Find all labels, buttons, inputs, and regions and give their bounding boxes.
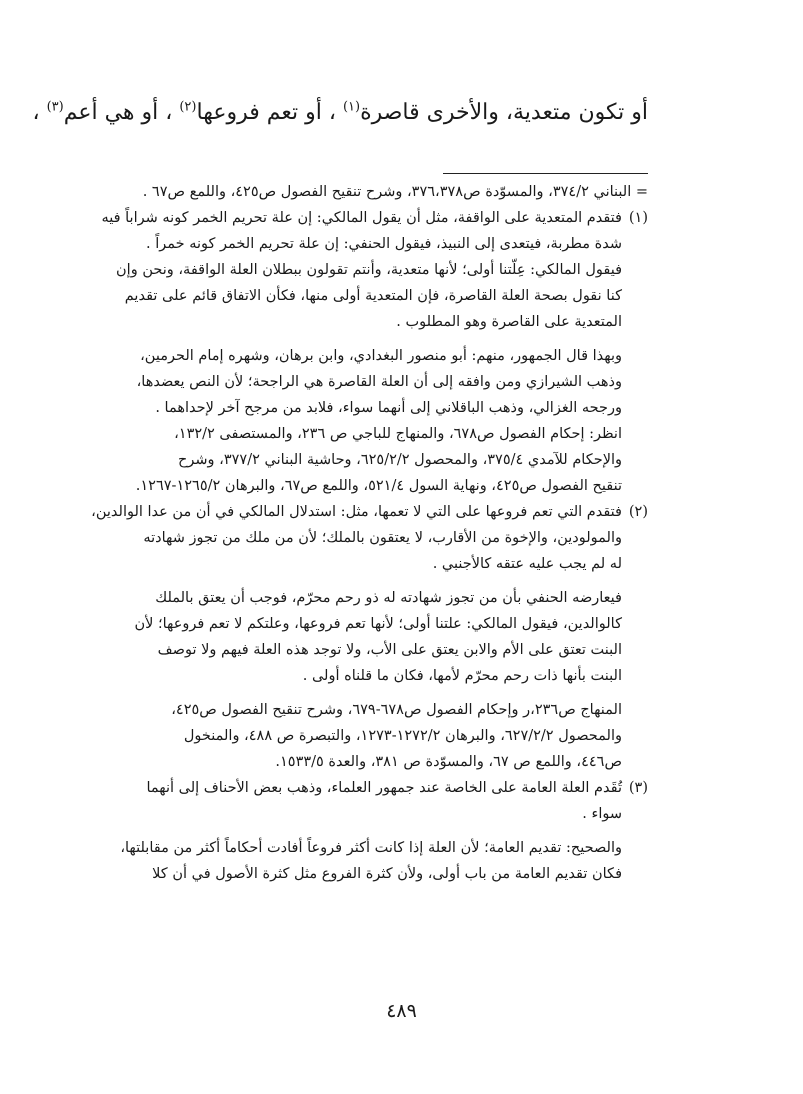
main-text-segment: ، أو هي أعم <box>63 100 173 125</box>
footnote-ref-3[interactable]: (٣) <box>46 99 64 115</box>
footnote-continuation: = البناني ٣٧٤/٢، والمسوّدة ص٣٧٦،٣٧٨، وشرح تنقيح الفصول ص٤٢٥، واللمع ص٦٧ . <box>142 184 648 200</box>
footnote-1-line: المتعدية على القاصرة وهو المطلوب . <box>396 314 622 330</box>
footnote-3-number: (٣) <box>628 780 648 796</box>
footnote-1-line: تنقيح الفصول ص٤٢٥، ونهاية السول ٥٢١/٤، واللمع ص٦٧، والبرهان ١٢٦٥/٢-١٢٦٧. <box>135 478 622 494</box>
footnote-1-line: فيقول المالكي: عِلّتنا أولى؛ لأنها متعدية، وأنتم تقولون ببطلان العلة الواقفة، ونحن وإن <box>116 262 622 278</box>
footnote-text: فتقدم المتعدية على الواقفة، مثل أن يقول المالكي: إن علة تحريم الخمر كونه شراباً فيه <box>101 210 622 226</box>
footnote-ref-1[interactable]: (١) <box>342 99 361 115</box>
footnote-3-line: فكان تقديم العامة من باب أولى، ولأن كثرة الفروع مثل كثرة الأصول في أن كلا <box>152 866 622 882</box>
footnote-1-line: وبهذا قال الجمهور، منهم: أبو منصور البغدادي، وابن برهان، وشهره إمام الحرمين، <box>140 348 622 364</box>
main-text-segment: أو تكون متعدية، والأخرى قاصرة <box>360 100 648 125</box>
main-text-segment: ، أو تعم فروعها <box>196 100 336 125</box>
footnote-1-line: ورجحه الغزالي، وذهب الباقلاني إلى أنهما سواء، فلابد من مرجح آخر لإحداهما . <box>155 400 622 416</box>
footnote-2-line: كالوالدين، فيقول المالكي: علتنا أولى؛ لأنها تعم فروعها، وعلتكم لا تعم فروعها؛ لأن <box>134 616 622 632</box>
footnote-ref-2[interactable]: (٢) <box>179 99 197 115</box>
footnote-2-line <box>78 499 648 525</box>
footnote-2-line: البنت تعتق على الأم والابن يعتق على الأب، ولا توجد هذه العلة فيهم ولا توصف <box>157 642 622 658</box>
footnote-2-line: ص٤٤٦، واللمع ص ٦٧، والمسوّدة ص ٣٨١، والعدة ١٥٣٣/٥. <box>275 754 622 770</box>
footnote-2-line: له لم يجب عليه عتقه كالأجنبي . <box>432 556 622 572</box>
footnote-2-line: والمحصول ٦٢٧/٢/٢، والبرهان ١٢٧٢/٢-١٢٧٣، والتبصرة ص ٤٨٨، والمنخول <box>183 728 622 744</box>
footnote-1-line: شدة مطربة، فيتعدى إلى النبيذ، فيقول الحنفي: إن علة تحريم الخمر كونه خمراً . <box>146 236 622 252</box>
footnote-2-line: المنهاج ص٢٣٦،ر وإحكام الفصول ص٦٧٨-٦٧٩، وشرح تنقيح الفصول ص٤٢٥، <box>171 702 622 718</box>
footnote-1-line <box>78 205 648 231</box>
footnote-separator <box>443 173 648 174</box>
footnote-3-line <box>78 775 648 801</box>
footnote-2-number: (٢) <box>628 504 648 520</box>
footnote-text: فتقدم التي تعم فروعها على التي لا تعمها، مثل: استدلال المالكي في أن من عدا الوالدين، <box>91 504 622 520</box>
main-text-line <box>32 96 648 130</box>
footnote-1-number: (١) <box>628 210 648 226</box>
footnote-1-line: انظر: إحكام الفصول ص٦٧٨، والمنهاج للباجي ص ٢٣٦، والمستصفى ١٣٢/٢، <box>174 426 622 442</box>
footnote-2-line: فيعارضه الحنفي بأن من تجوز شهادته له ذو رحم محرّم، فوجب أن يعتق بالملك <box>155 590 622 606</box>
footnotes-section <box>78 179 648 887</box>
footnote-3-line: والصحيح: تقديم العامة؛ لأن العلة إذا كانت أكثر فروعاً أفادت أحكاماً أكثر من مقابلتها، <box>120 840 622 856</box>
footnote-1-line: كنا نقول بصحة العلة القاصرة، فإن المتعدية أولى منها، فكأن الاتفاق قائم على تقديم <box>124 288 622 304</box>
footnote-2-line: والمولودين، والإخوة من الأقارب، لا يعتقون بالملك؛ لأن من ملك من تجوز شهادته <box>143 530 622 546</box>
footnote-3-line: سواء . <box>582 806 622 822</box>
page-number: ٤٨٩ <box>386 1000 417 1022</box>
footnote-1-line: والإحكام للآمدي ٣٧٥/٤، والمحصول ٦٢٥/٢/٢، وحاشية البناني ٣٧٧/٢، وشرح <box>178 452 622 468</box>
footnote-text: تُقَدم العلة العامة على الخاصة عند جمهور العلماء، وذهب بعض الأحناف إلى أنهما <box>146 780 622 796</box>
footnote-1-line: وذهب الشيرازي ومن وافقه إلى أن العلة القاصرة هي الراجحة؛ لأن النص يعضدها، <box>136 374 622 390</box>
footnote-2-line: البنت بأنها ذات رحم محرّم لأمها، فكان ما قلناه أولى . <box>302 668 622 684</box>
main-text-segment: ، <box>32 100 40 125</box>
